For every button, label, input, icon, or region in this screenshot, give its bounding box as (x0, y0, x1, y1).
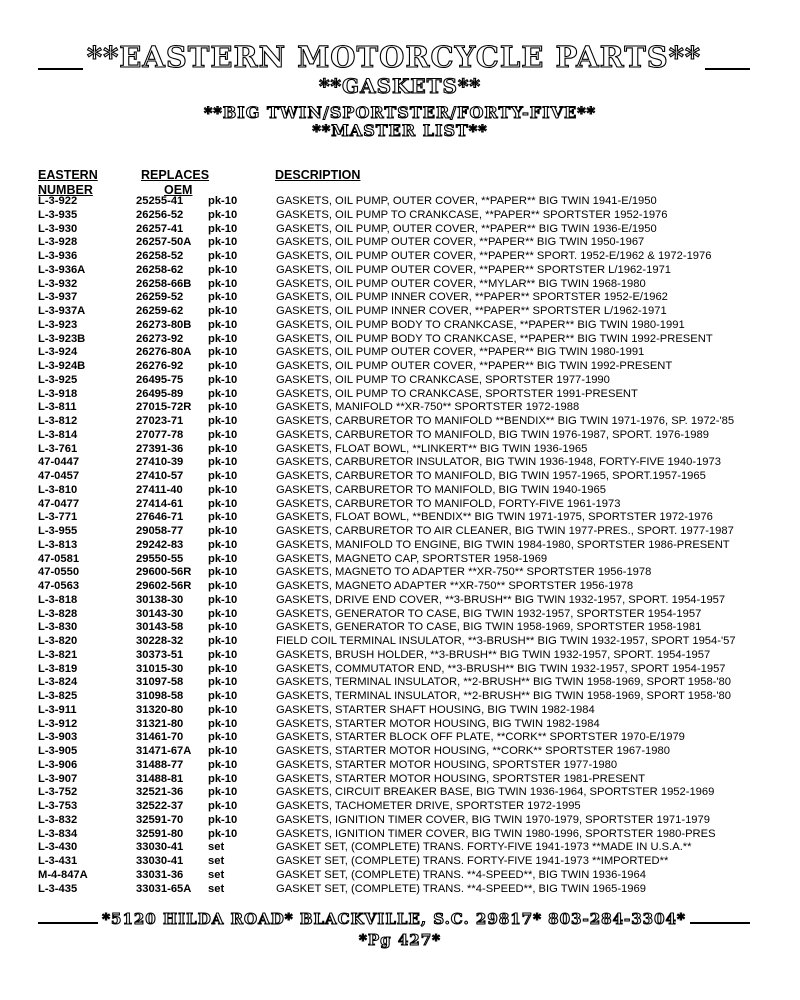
description: GASKET SET, (COMPLETE) TRANS. **4-SPEED**, BIG TWIN 1965-1969 (276, 882, 646, 895)
oem-number: 26495-89 (136, 387, 184, 400)
eastern-number: L-3-922 (38, 195, 78, 207)
pack-size: pk-10 (208, 401, 238, 414)
table-row (38, 855, 768, 869)
eastern-number: L-3-924B (38, 360, 86, 372)
pack-size: pk-10 (208, 593, 238, 606)
oem-number: 31015-30 (136, 662, 184, 675)
eastern-number: L-3-812 (38, 415, 78, 427)
pack-size: pk-10 (208, 483, 238, 496)
description: GASKETS, STARTER MOTOR HOUSING, BIG TWIN 1982-1984 (276, 717, 600, 730)
pack-size: pk-10 (208, 346, 238, 359)
table-row (38, 883, 768, 897)
description: GASKETS, CIRCUIT BREAKER BASE, BIG TWIN 1936-1964, SPORTSTER 1952-1969 (276, 786, 715, 799)
pack-size: pk-10 (208, 813, 238, 826)
column-header-replaces: REPLACES (141, 168, 210, 182)
footer-rule-right (690, 922, 750, 924)
eastern-number: L-3-821 (38, 648, 78, 661)
eastern-number: L-3-761 (38, 442, 78, 455)
description: GASKETS, CARBURETOR TO MANIFOLD, FORTY-FIVE 1961-1973 (276, 497, 621, 510)
description: GASKETS, CARBURETOR TO MANIFOLD, BIG TWIN 1940-1965 (276, 483, 606, 496)
table-row (38, 291, 768, 305)
eastern-number: 47-0457 (38, 470, 80, 482)
oem-number: 29058-77 (136, 525, 184, 537)
description: GASKETS, TACHOMETER DRIVE, SPORTSTER 1972-1995 (276, 800, 581, 812)
pack-size: pk-10 (208, 703, 238, 716)
table-row (38, 415, 768, 429)
table-row (38, 388, 768, 402)
pack-size: pk-10 (208, 195, 238, 207)
oem-number: 26258-52 (136, 250, 184, 262)
eastern-number: M-4-847A (38, 868, 88, 881)
title-row (38, 40, 750, 74)
table-row (38, 360, 768, 374)
oem-number: 30138-30 (136, 593, 184, 606)
pack-size: pk-10 (208, 552, 238, 565)
description: GASKET SET, (COMPLETE) TRANS. FORTY-FIVE 1941-1973 **MADE IN U.S.A.** (276, 841, 692, 854)
description: GASKETS, IGNITION TIMER COVER, BIG TWIN 1980-1996, SPORTSTER 1980-PRES (276, 827, 716, 840)
page-title: **EASTERN MOTORCYCLE PARTS** (86, 40, 702, 74)
eastern-number: L-3-832 (38, 813, 78, 826)
description: GASKETS, CARBURETOR TO MANIFOLD, BIG TWIN 1957-1965, SPORT.1957-1965 (276, 470, 706, 482)
pack-size: pk-10 (208, 332, 238, 345)
oem-number: 33030-41 (136, 841, 184, 854)
footer-address: *5120 HILDA ROAD* BLACKVILLE, S.C. 29817* 803-284-3304* (102, 910, 686, 928)
eastern-number: L-3-819 (38, 662, 78, 675)
pack-size: pk-10 (208, 607, 238, 620)
column-header-eastern: EASTERN (38, 168, 98, 182)
description: GASKETS, OIL PUMP INNER COVER, **PAPER** SPORTSTER 1952-E/1962 (276, 291, 668, 304)
description: GASKETS, OIL PUMP TO CRANKCASE, **PAPER** SPORTSTER 1952-1976 (276, 208, 668, 221)
subtitle-models: **BIG TWIN/SPORTSTER/FORTY-FIVE** (204, 103, 596, 122)
eastern-number: L-3-923 (38, 318, 78, 331)
table-row (38, 553, 768, 567)
pack-size: pk-10 (208, 538, 238, 551)
table-row (38, 786, 768, 800)
pack-size: pk-10 (208, 690, 238, 702)
oem-number: 32522-37 (136, 800, 184, 812)
pack-size: pk-10 (208, 525, 238, 537)
eastern-number: L-3-903 (38, 731, 78, 744)
footer-rule-left (38, 922, 98, 924)
pack-size: pk-10 (208, 621, 238, 634)
description: GASKETS, FLOAT BOWL, **LINKERT** BIG TWIN 1936-1965 (276, 442, 588, 455)
description: GASKETS, CARBURETOR INSULATOR, BIG TWIN 1936-1948, FORTY-FIVE 1940-1973 (276, 456, 721, 469)
footer-row (38, 910, 750, 928)
pack-size: pk-10 (208, 731, 238, 744)
description: GASKETS, CARBURETOR TO AIR CLEANER, BIG TWIN 1977-PRES., SPORT. 1977-1987 (276, 525, 734, 537)
table-row (38, 401, 768, 415)
eastern-number: L-3-811 (38, 401, 77, 414)
eastern-number: L-3-753 (38, 800, 78, 812)
description: GASKETS, MANIFOLD TO ENGINE, BIG TWIN 1984-1980, SPORTSTER 1986-PRESENT (276, 538, 730, 551)
pack-size: set (208, 855, 225, 867)
table-row (38, 621, 768, 635)
oem-number: 26258-66B (136, 277, 192, 290)
eastern-number: L-3-937A (38, 305, 86, 317)
pack-size: pk-10 (208, 772, 238, 785)
pack-size: pk-10 (208, 648, 238, 661)
table-row (38, 511, 768, 525)
oem-number: 27414-61 (136, 497, 184, 510)
oem-number: 29242-83 (136, 538, 184, 551)
eastern-number: L-3-937 (38, 291, 78, 304)
description: GASKETS, CARBURETOR TO MANIFOLD, BIG TWIN 1976-1987, SPORT. 1976-1989 (276, 428, 709, 441)
pack-size: pk-10 (208, 786, 238, 799)
oem-number: 31320-80 (136, 703, 184, 716)
table-row (38, 676, 768, 690)
eastern-number: L-3-905 (38, 745, 78, 757)
description: GASKETS, GENERATOR TO CASE, BIG TWIN 1958-1969, SPORTSTER 1958-1981 (276, 621, 702, 634)
pack-size: pk-10 (208, 415, 238, 427)
subtitle-gaskets: **GASKETS** (319, 74, 481, 98)
table-row (38, 346, 768, 360)
table-row (38, 580, 768, 594)
table-row (38, 635, 768, 649)
pack-size: pk-10 (208, 250, 238, 262)
description: GASKETS, IGNITION TIMER COVER, BIG TWIN 1970-1979, SPORTSTER 1971-1979 (276, 813, 710, 826)
description: GASKETS, STARTER MOTOR HOUSING, SPORTSTER 1977-1980 (276, 758, 618, 771)
description: GASKETS, OIL PUMP TO CRANKCASE, SPORTSTER 1991-PRESENT (276, 387, 638, 400)
eastern-number: L-3-825 (38, 690, 78, 702)
oem-number: 27023-71 (136, 415, 184, 427)
oem-number: 31461-70 (136, 731, 184, 744)
oem-number: 30373-51 (136, 648, 184, 661)
oem-number: 27015-72R (136, 401, 192, 414)
eastern-number: 47-0581 (38, 552, 80, 565)
eastern-number: L-3-911 (38, 703, 77, 716)
table-row (38, 525, 768, 539)
description: GASKETS, CARBURETOR TO MANIFOLD **BENDIX** BIG TWIN 1971-1976, SP. 1972-'85 (276, 415, 735, 427)
oem-number: 26276-92 (136, 360, 184, 372)
oem-number: 26257-41 (136, 222, 184, 235)
eastern-number: L-3-818 (38, 593, 78, 606)
parts-list (38, 195, 768, 896)
oem-number: 33031-36 (136, 868, 184, 881)
description: GASKETS, OIL PUMP OUTER COVER, **PAPER** BIG TWIN 1980-1991 (276, 346, 645, 359)
pack-size: pk-10 (208, 208, 238, 221)
eastern-number: L-3-924 (38, 346, 78, 359)
description: GASKETS, OIL PUMP OUTER COVER, **PAPER** SPORTSTER L/1962-1971 (276, 263, 672, 276)
eastern-number: L-3-834 (38, 827, 78, 840)
oem-number: 33031-65A (136, 882, 192, 895)
oem-number: 27410-57 (136, 470, 184, 482)
eastern-number: L-3-813 (38, 538, 78, 551)
table-row (38, 800, 768, 814)
table-row (38, 223, 768, 237)
eastern-number: 47-0447 (38, 456, 80, 469)
pack-size: pk-10 (208, 717, 238, 730)
description: GASKETS, MAGNETO ADAPTER **XR-750** SPORTSTER 1956-1978 (276, 580, 634, 592)
table-row (38, 869, 768, 883)
description: GASKETS, MAGNETO TO ADAPTER **XR-750** SPORTSTER 1956-1978 (276, 566, 652, 579)
pack-size: pk-10 (208, 428, 238, 441)
pack-size: pk-10 (208, 676, 238, 689)
description: GASKETS, FLOAT BOWL, **BENDIX** BIG TWIN 1971-1975, SPORTSTER 1972-1976 (276, 511, 713, 524)
pack-size: pk-10 (208, 497, 238, 510)
table-row (38, 429, 768, 443)
eastern-number: L-3-435 (38, 882, 78, 895)
pack-size: pk-10 (208, 318, 238, 331)
description: GASKETS, COMMUTATOR END, **3-BRUSH** BIG TWIN 1932-1957, SPORT 1954-1957 (276, 662, 726, 675)
eastern-number: L-3-906 (38, 758, 78, 771)
oem-number: 32591-80 (136, 827, 184, 840)
eastern-number: L-3-930 (38, 222, 78, 235)
eastern-number: L-3-955 (38, 525, 78, 537)
table-row (38, 264, 768, 278)
oem-number: 27077-78 (136, 428, 184, 441)
description: GASKETS, TERMINAL INSULATOR, **2-BRUSH** BIG TWIN 1958-1969, SPORT 1958-'80 (276, 690, 731, 702)
description: GASKETS, OIL PUMP, OUTER COVER, **PAPER** BIG TWIN 1936-E/1950 (276, 222, 657, 235)
table-row (38, 841, 768, 855)
title-rule-right (705, 68, 750, 70)
page-number: *Pg 427* (359, 931, 441, 949)
table-row (38, 539, 768, 553)
eastern-number: L-3-932 (38, 277, 78, 290)
description: GASKET SET, (COMPLETE) TRANS. **4-SPEED**, BIG TWIN 1936-1964 (276, 868, 646, 881)
oem-number: 29602-56R (136, 580, 192, 592)
table-row (38, 319, 768, 333)
pack-size: pk-10 (208, 387, 238, 400)
title-rule-left (38, 68, 83, 70)
table-row (38, 470, 768, 484)
description: FIELD COIL TERMINAL INSULATOR, **3-BRUSH** BIG TWIN 1932-1957, SPORT 1954-'57 (276, 635, 736, 647)
eastern-number: L-3-918 (38, 387, 78, 400)
oem-number: 26258-62 (136, 263, 184, 276)
pack-size: pk-10 (208, 373, 238, 386)
table-row (38, 608, 768, 622)
table-row (38, 759, 768, 773)
pack-size: set (208, 868, 225, 881)
table-row (38, 456, 768, 470)
column-header-oem: OEM (164, 183, 193, 197)
eastern-number: L-3-752 (38, 786, 78, 799)
column-header-description: DESCRIPTION (275, 168, 361, 182)
table-row (38, 745, 768, 759)
oem-number: 26273-92 (136, 332, 184, 345)
oem-number: 30143-30 (136, 607, 184, 620)
eastern-number: L-3-824 (38, 676, 78, 689)
oem-number: 26259-52 (136, 291, 184, 304)
oem-number: 32591-70 (136, 813, 184, 826)
table-row (38, 649, 768, 663)
table-row (38, 195, 768, 209)
description: GASKETS, OIL PUMP TO CRANKCASE, SPORTSTER 1977-1990 (276, 373, 610, 386)
table-row (38, 278, 768, 292)
oem-number: 26273-80B (136, 318, 192, 331)
table-row (38, 498, 768, 512)
pack-size: pk-10 (208, 635, 238, 647)
description: GASKETS, OIL PUMP OUTER COVER, **PAPER** SPORT. 1952-E/1962 & 1972-1976 (276, 250, 712, 262)
oem-number: 31097-58 (136, 676, 184, 689)
column-header-number: NUMBER (38, 183, 93, 197)
subtitle-master-list: **MASTER LIST** (312, 121, 488, 140)
eastern-number: L-3-771 (38, 511, 78, 524)
eastern-number: L-3-810 (38, 483, 78, 496)
oem-number: 27411-40 (136, 483, 183, 496)
table-row (38, 484, 768, 498)
table-row (38, 594, 768, 608)
pack-size: pk-10 (208, 758, 238, 771)
description: GASKETS, OIL PUMP, OUTER COVER, **PAPER** BIG TWIN 1941-E/1950 (276, 195, 657, 207)
oem-number: 26276-80A (136, 346, 192, 359)
table-row (38, 690, 768, 704)
description: GASKETS, OIL PUMP OUTER COVER, **MYLAR** BIG TWIN 1968-1980 (276, 277, 646, 290)
oem-number: 31471-67A (136, 745, 192, 757)
description: GASKETS, STARTER MOTOR HOUSING, **CORK** SPORTSTER 1967-1980 (276, 745, 670, 757)
table-row (38, 663, 768, 677)
eastern-number: L-3-830 (38, 621, 78, 634)
pack-size: pk-10 (208, 456, 238, 469)
table-row (38, 773, 768, 787)
oem-number: 29600-56R (136, 566, 192, 579)
description: GASKETS, OIL PUMP OUTER COVER, **PAPER** BIG TWIN 1950-1967 (276, 236, 645, 249)
description: GASKETS, BRUSH HOLDER, **3-BRUSH** BIG TWIN 1932-1957, SPORT. 1954-1957 (276, 648, 711, 661)
oem-number: 33030-41 (136, 855, 184, 867)
eastern-number: L-3-935 (38, 208, 78, 221)
table-row (38, 374, 768, 388)
description: GASKETS, OIL PUMP INNER COVER, **PAPER** SPORTSTER L/1962-1971 (276, 305, 667, 317)
description: GASKETS, MAGNETO CAP, SPORTSTER 1958-1969 (276, 552, 548, 565)
table-row (38, 305, 768, 319)
pack-size: pk-10 (208, 277, 238, 290)
oem-number: 31488-81 (136, 772, 184, 785)
eastern-number: L-3-814 (38, 428, 78, 441)
oem-number: 31098-58 (136, 690, 184, 702)
pack-size: set (208, 882, 225, 895)
pack-size: pk-10 (208, 566, 238, 579)
eastern-number: L-3-928 (38, 236, 78, 249)
pack-size: pk-10 (208, 470, 238, 482)
oem-number: 29550-55 (136, 552, 184, 565)
eastern-number: L-3-936 (38, 250, 78, 262)
eastern-number: L-3-925 (38, 373, 78, 386)
eastern-number: 47-0563 (38, 580, 80, 592)
pack-size: pk-10 (208, 580, 238, 592)
oem-number: 26256-52 (136, 208, 184, 221)
pack-size: pk-10 (208, 442, 238, 455)
pack-size: pk-10 (208, 827, 238, 840)
oem-number: 25255-41 (136, 195, 184, 207)
pack-size: pk-10 (208, 662, 238, 675)
table-row (38, 443, 768, 457)
eastern-number: L-3-907 (38, 772, 78, 785)
pack-size: pk-10 (208, 360, 238, 372)
eastern-number: L-3-828 (38, 607, 78, 620)
oem-number: 30143-58 (136, 621, 184, 634)
table-row (38, 566, 768, 580)
description: GASKETS, DRIVE END COVER, **3-BRUSH** BIG TWIN 1932-1957, SPORT. 1954-1957 (276, 593, 726, 606)
oem-number: 27391-36 (136, 442, 184, 455)
pack-size: pk-10 (208, 305, 238, 317)
oem-number: 26495-75 (136, 373, 184, 386)
oem-number: 27410-39 (136, 456, 184, 469)
eastern-number: L-3-936A (38, 263, 86, 276)
table-row (38, 718, 768, 732)
description: GASKETS, MANIFOLD **XR-750** SPORTSTER 1972-1988 (276, 401, 580, 414)
oem-number: 26259-62 (136, 305, 184, 317)
description: GASKETS, OIL PUMP OUTER COVER, **PAPER** BIG TWIN 1992-PRESENT (276, 360, 673, 372)
table-row (38, 814, 768, 828)
table-row (38, 704, 768, 718)
description: GASKETS, OIL PUMP BODY TO CRANKCASE, **PAPER** BIG TWIN 1980-1991 (276, 318, 685, 331)
table-row (38, 731, 768, 745)
description: GASKETS, STARTER SHAFT HOUSING, BIG TWIN 1982-1984 (276, 703, 595, 716)
eastern-number: L-3-912 (38, 717, 78, 730)
table-row (38, 333, 768, 347)
oem-number: 31488-77 (136, 758, 184, 771)
table-row (38, 828, 768, 842)
eastern-number: L-3-431 (38, 855, 78, 867)
eastern-number: 47-0550 (38, 566, 80, 579)
table-row (38, 209, 768, 223)
pack-size: pk-10 (208, 800, 238, 812)
description: GASKETS, TERMINAL INSULATOR, **2-BRUSH** BIG TWIN 1958-1969, SPORT 1958-'80 (276, 676, 731, 689)
pack-size: pk-10 (208, 222, 238, 235)
pack-size: pk-10 (208, 263, 238, 276)
pack-size: pk-10 (208, 291, 238, 304)
pack-size: pk-10 (208, 745, 238, 757)
description: GASKETS, OIL PUMP BODY TO CRANKCASE, **PAPER** BIG TWIN 1992-PRESENT (276, 332, 713, 345)
table-row (38, 250, 768, 264)
pack-size: pk-10 (208, 236, 238, 249)
description: GASKETS, GENERATOR TO CASE, BIG TWIN 1932-1957, SPORTSTER 1954-1957 (276, 607, 702, 620)
description: GASKETS, STARTER BLOCK OFF PLATE, **CORK** SPORTSTER 1970-E/1979 (276, 731, 685, 744)
oem-number: 30228-32 (136, 635, 184, 647)
oem-number: 31321-80 (136, 717, 184, 730)
table-row (38, 236, 768, 250)
oem-number: 26257-50A (136, 236, 192, 249)
description: GASKET SET, (COMPLETE) TRANS. FORTY-FIVE 1941-1973 **IMPORTED** (276, 855, 669, 867)
description: GASKETS, STARTER MOTOR HOUSING, SPORTSTER 1981-PRESENT (276, 772, 646, 785)
eastern-number: L-3-923B (38, 332, 86, 345)
eastern-number: 47-0477 (38, 497, 80, 510)
eastern-number: L-3-430 (38, 841, 78, 854)
oem-number: 27646-71 (136, 511, 184, 524)
pack-size: pk-10 (208, 511, 238, 524)
oem-number: 32521-36 (136, 786, 184, 799)
pack-size: set (208, 841, 225, 854)
eastern-number: L-3-820 (38, 635, 78, 647)
